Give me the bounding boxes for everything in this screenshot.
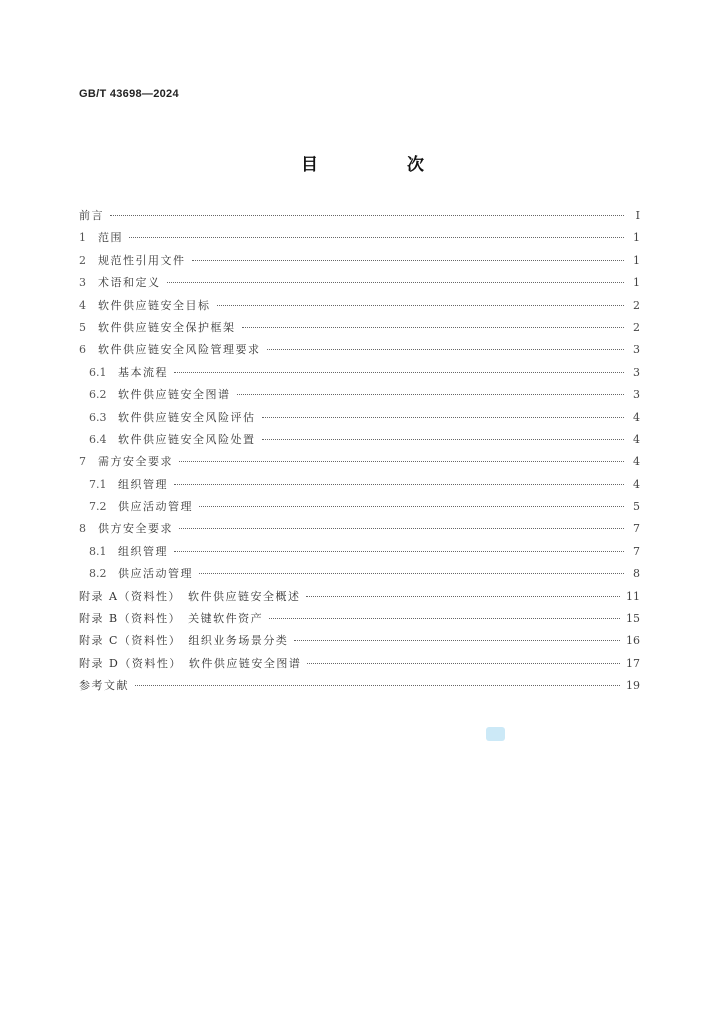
toc-entry-number: 6.1 [89,365,107,379]
dot-leader [167,282,625,283]
toc-entry-page-number: 4 [633,477,640,491]
toc-entry-page-number: 19 [626,679,640,693]
toc-entry-label: 组织管理 [118,477,168,491]
standard-code: GB/T 43698—2024 [79,88,179,100]
toc-entry-page-number: 2 [633,298,640,312]
toc-entry-number: 3 [79,276,86,290]
dot-leader [174,484,624,485]
toc-entry[interactable] [79,272,640,294]
toc-entry-page-number: 3 [633,343,640,357]
toc-entry-page-number: 7 [633,522,640,536]
dot-leader [306,596,620,597]
toc-entry-number: 8.2 [89,567,107,581]
toc-entry[interactable] [79,474,640,496]
toc-entry-label: 供应活动管理 [118,567,193,581]
dot-leader [294,640,620,641]
dot-leader [174,551,624,552]
toc-entry-label: 需方安全要求 [98,455,173,469]
toc-entry-number: 1 [79,231,86,245]
toc-entry-page-number: 15 [626,612,640,626]
toc-entry[interactable] [79,407,640,429]
toc-entry-number: 5 [79,320,86,334]
toc-entry[interactable] [79,317,640,339]
toc-entry-label: 术语和定义 [98,276,161,290]
dot-leader [135,685,620,686]
toc-entry[interactable] [79,675,640,697]
toc-entry[interactable] [79,205,640,227]
toc-entry-label: 附录 B（资料性） 关键软件资产 [79,612,264,626]
toc-entry-label: 前言 [79,209,104,222]
toc-entry[interactable] [79,339,640,361]
toc-entry-label: 附录 A（资料性） 软件供应链安全概述 [79,589,301,603]
toc-entry-label: 软件供应链安全风险评估 [118,410,256,424]
toc-entry-label: 组织管理 [118,544,168,558]
toc-entry[interactable] [79,250,640,272]
toc-entry[interactable] [79,586,640,608]
toc-entry-page-number: 7 [633,544,640,558]
toc-entry[interactable] [79,362,640,384]
toc-entry-number: 7.1 [89,477,107,491]
toc-entry-number: 6.4 [89,432,107,446]
toc-entry-page-number: 17 [626,656,640,670]
dot-leader [262,417,625,418]
toc-entry-page-number: 4 [633,432,640,446]
toc-entry-page-number: 4 [633,410,640,424]
toc-entry-page-number: 5 [633,500,640,514]
toc-entry[interactable] [79,295,640,317]
toc-entry-number: 8.1 [89,544,107,558]
toc-entry-page-number: 1 [633,276,640,290]
toc-entry-page-number: 2 [633,320,640,334]
toc-entry-number: 4 [79,298,86,312]
toc-entry[interactable] [79,608,640,630]
dot-leader [192,260,625,261]
toc-entry-page-number: 3 [633,365,640,379]
toc-entry-label: 软件供应链安全风险管理要求 [98,343,261,357]
toc-entry-label: 软件供应链安全图谱 [118,388,231,402]
toc-entry-number: 2 [79,253,86,267]
toc-entry[interactable] [79,541,640,563]
toc-entry[interactable] [79,451,640,473]
toc-entry-label: 供应活动管理 [118,500,193,514]
dot-leader [262,439,625,440]
toc-entry-page-number: 1 [633,253,640,267]
dot-leader [267,349,625,350]
toc-entry-label: 附录 C（资料性） 组织业务场景分类 [79,634,289,648]
dot-leader [217,305,625,306]
toc-entry[interactable] [79,496,640,518]
dot-leader [237,394,625,395]
dot-leader [179,461,624,462]
toc-entry-label: 基本流程 [118,365,168,379]
toc-entry-number: 7 [79,455,86,469]
toc-entry[interactable] [79,384,640,406]
toc-entry[interactable] [79,630,640,652]
dot-leader [110,215,624,216]
toc-entry[interactable] [79,563,640,585]
toc-entry-number: 8 [79,522,86,536]
dot-leader [179,528,624,529]
watermark-stamp [486,727,505,741]
toc-entry-label: 软件供应链安全目标 [98,298,211,312]
toc-entry-page-number: 4 [633,455,640,469]
dot-leader [307,663,620,664]
dot-leader [199,573,624,574]
toc-entry-label: 附录 D（资料性） 软件供应链安全图谱 [79,656,302,670]
toc-entry-page-number: 8 [633,567,640,581]
toc-entry[interactable] [79,653,640,675]
dot-leader [129,237,624,238]
toc-entry[interactable] [79,518,640,540]
toc-entry-page-number: 3 [633,388,640,402]
toc-entry-label: 软件供应链安全保护框架 [98,320,236,334]
toc-entry-page-number: 11 [626,589,640,603]
toc-entry-label: 参考文献 [79,679,129,693]
toc-entry[interactable] [79,429,640,451]
toc-entry-label: 范围 [98,231,123,245]
toc-entry-page-number: 16 [626,634,640,648]
toc-entry-page-number: Ⅰ [635,209,640,222]
dot-leader [199,506,624,507]
toc-entry-label: 供方安全要求 [98,522,173,536]
table-of-contents [79,205,640,698]
dot-leader [269,618,620,619]
toc-entry-number: 7.2 [89,500,107,514]
toc-entry-number: 6.2 [89,388,107,402]
toc-entry-number: 6.3 [89,410,107,424]
page-title: 目 次 [301,155,460,175]
toc-entry[interactable] [79,227,640,249]
toc-entry-page-number: 1 [633,231,640,245]
dot-leader [242,327,625,328]
toc-entry-label: 规范性引用文件 [98,253,186,267]
toc-entry-label: 软件供应链安全风险处置 [118,432,256,446]
toc-entry-number: 6 [79,343,86,357]
dot-leader [174,372,624,373]
